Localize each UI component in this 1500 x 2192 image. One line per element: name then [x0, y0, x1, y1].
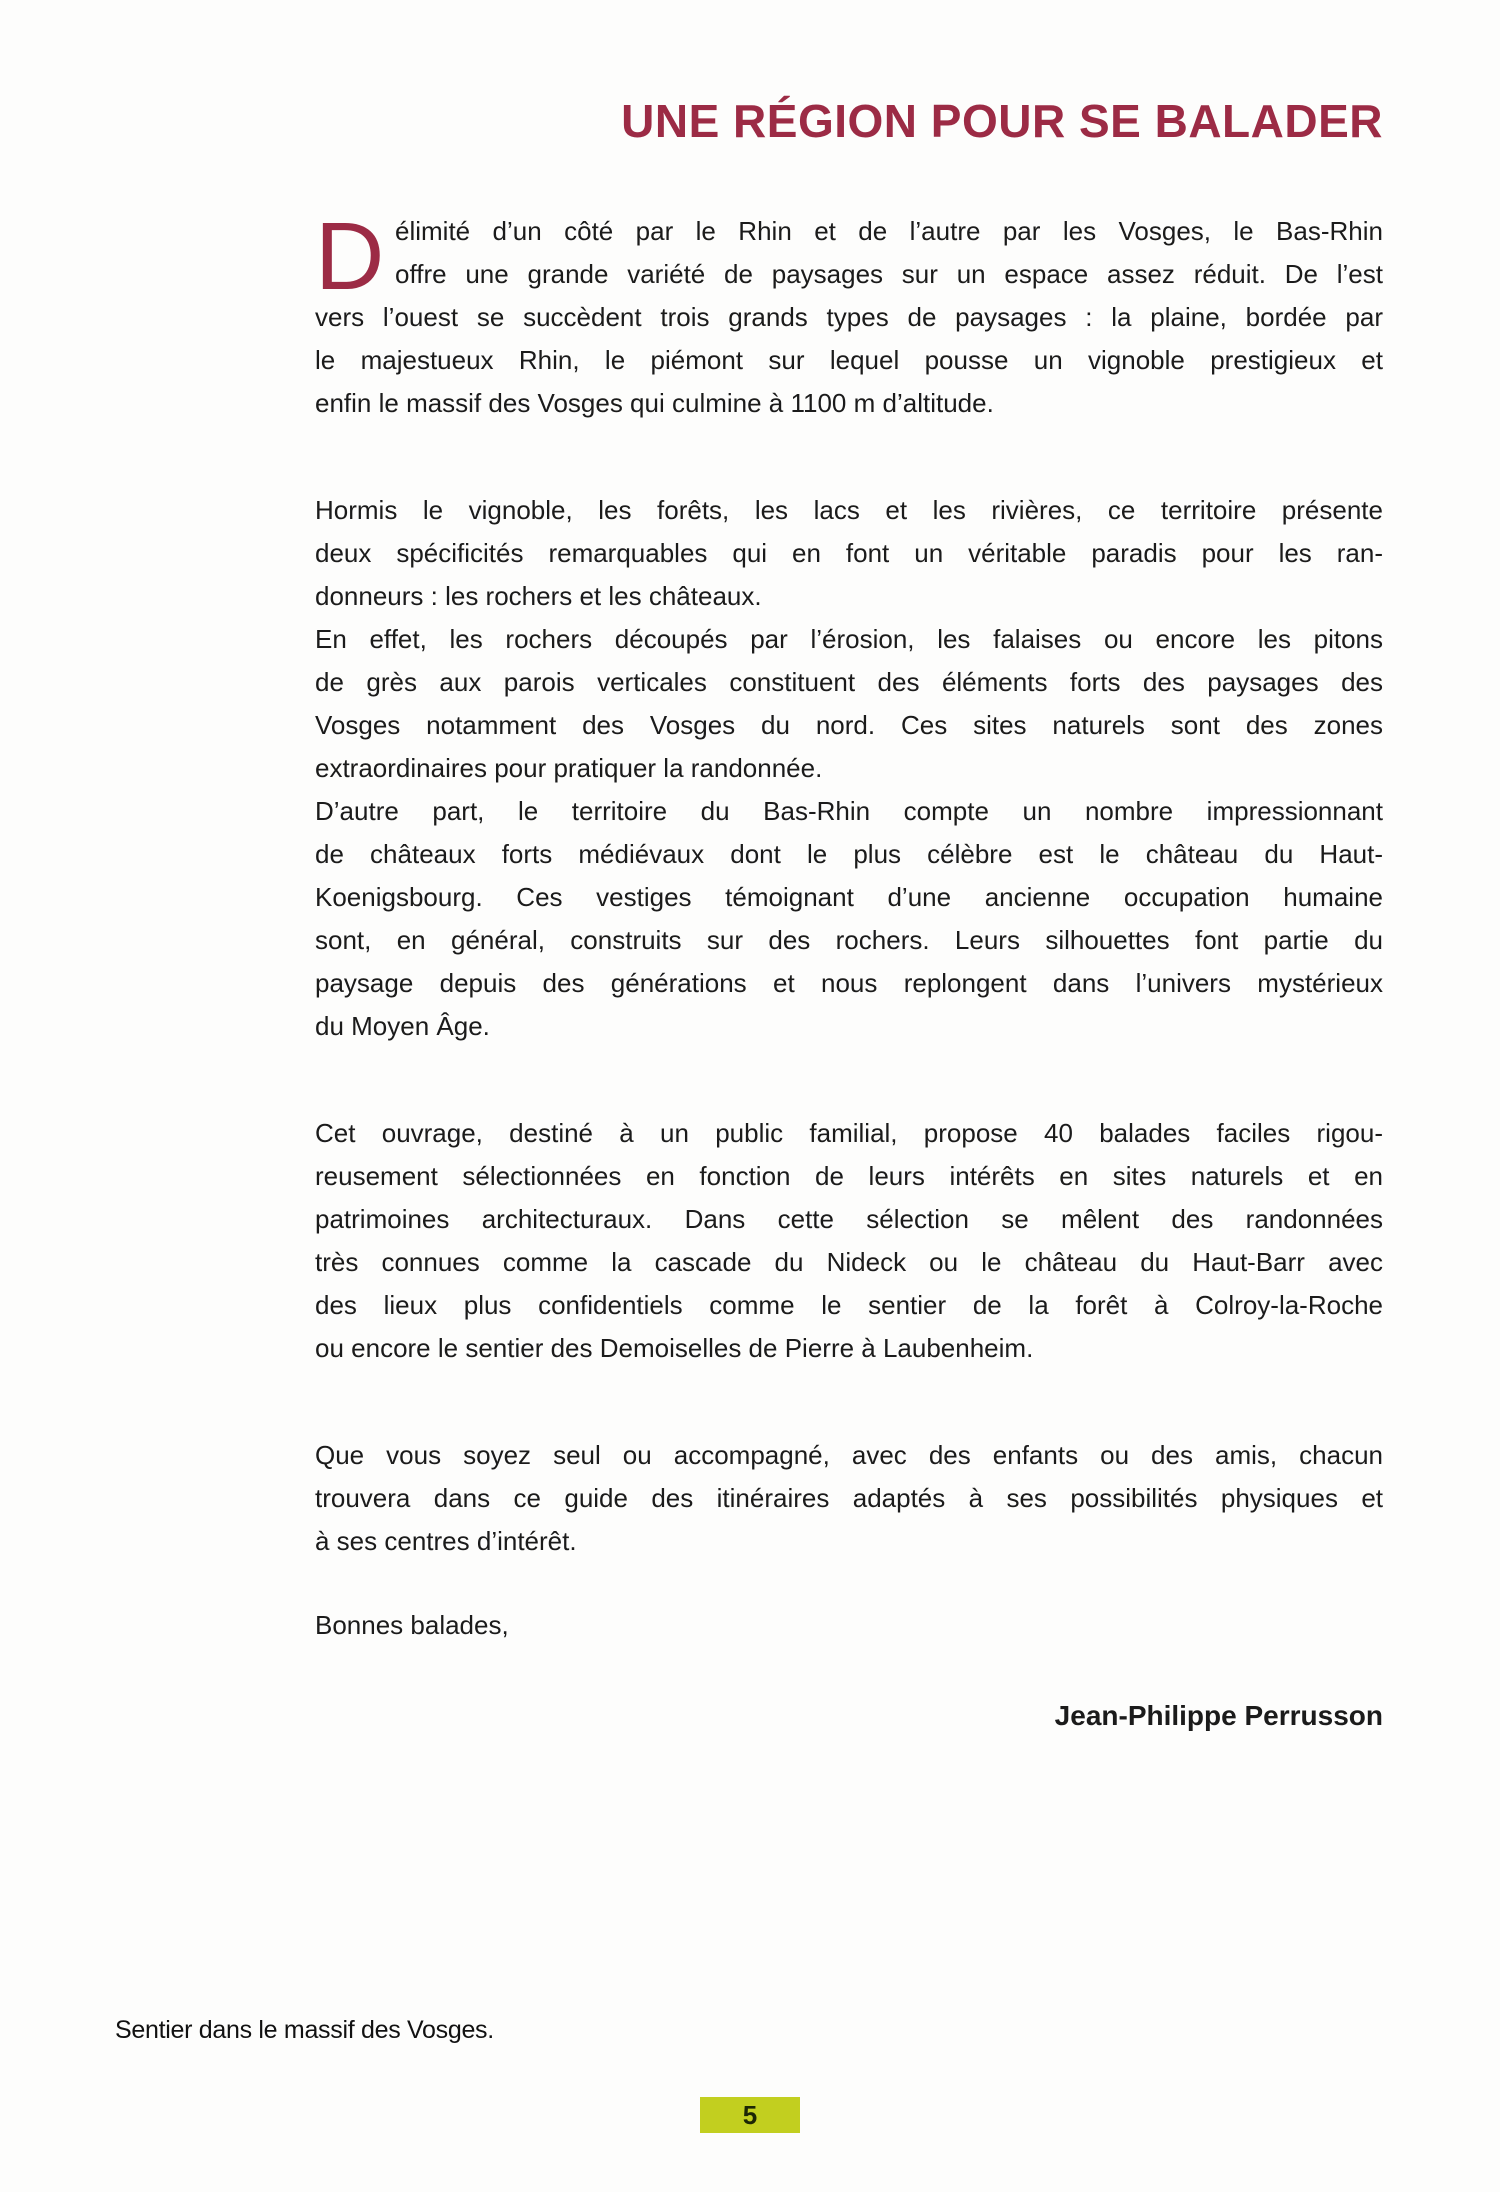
body-line: offre une grande variété de paysages sur un espace assez réduit. De l’est: [395, 259, 1383, 289]
paragraph: [315, 489, 1383, 618]
body-line: paysage depuis des générations et nous replongent dans l’univers mystérieux: [315, 968, 1383, 998]
paragraph: [315, 1434, 1383, 1563]
body-line: très connues comme la cascade du Nideck ou le château du Haut-Barr avec: [315, 1247, 1383, 1277]
signature-name: Jean-Philippe Perrusson: [1054, 1700, 1383, 1731]
body-line: vers l’ouest se succèdent trois grands types de paysages : la plaine, bordée par: [315, 302, 1383, 332]
body-line: de grès aux parois verticales constituent des éléments forts des paysages des: [315, 667, 1383, 697]
page-number-badge: [700, 2097, 800, 2133]
body-line: enfin le massif des Vosges qui culmine à 1100 m d’altitude.: [315, 388, 994, 418]
page-number: 5: [742, 2099, 758, 2130]
paragraph: [315, 618, 1383, 790]
closing-text: Bonnes balades,: [315, 1610, 509, 1640]
body-line: sont, en général, construits sur des rochers. Leurs silhouettes font partie du: [315, 925, 1383, 955]
paragraph: [315, 790, 1383, 1048]
body-line: D’autre part, le territoire du Bas-Rhin compte un nombre impressionnant: [315, 796, 1383, 826]
body-line: Koenigsbourg. Ces vestiges témoignant d’une ancienne occupation humaine: [315, 882, 1383, 912]
body-line: des lieux plus confidentiels comme le sentier de la forêt à Colroy-la-Roche: [315, 1290, 1383, 1320]
dropcap-letter: D: [315, 203, 385, 310]
body-line: trouvera dans ce guide des itinéraires adaptés à ses possibilités physiques et: [315, 1483, 1383, 1513]
body-line: extraordinaires pour pratiquer la randonnée.: [315, 753, 823, 783]
body-line: Cet ouvrage, destiné à un public familial, propose 40 balades faciles rigou-: [315, 1118, 1383, 1148]
page-title: UNE RÉGION POUR SE BALADER: [621, 95, 1383, 147]
paragraph: [315, 203, 1383, 425]
body-line: le majestueux Rhin, le piémont sur lequel pousse un vignoble prestigieux et: [315, 345, 1383, 375]
body-line: patrimoines architecturaux. Dans cette sélection se mêlent des randonnées: [315, 1204, 1383, 1234]
body-line: donneurs : les rochers et les châteaux.: [315, 581, 762, 611]
body-line: En effet, les rochers découpés par l’érosion, les falaises ou encore les pitons: [315, 624, 1383, 654]
paragraph: [315, 1112, 1383, 1370]
body-line: de châteaux forts médiévaux dont le plus célèbre est le château du Haut-: [315, 839, 1383, 869]
body-line: deux spécificités remarquables qui en font un véritable paradis pour les ran-: [315, 538, 1383, 568]
body-line: Hormis le vignoble, les forêts, les lacs et les rivières, ce territoire présente: [315, 495, 1383, 525]
body-line: Que vous soyez seul ou accompagné, avec des enfants ou des amis, chacun: [315, 1440, 1383, 1470]
body-line: élimité d’un côté par le Rhin et de l’autre par les Vosges, le Bas-Rhin: [395, 216, 1383, 246]
body-line: ou encore le sentier des Demoiselles de Pierre à Laubenheim.: [315, 1333, 1034, 1363]
body-line: reusement sélectionnées en fonction de leurs intérêts en sites naturels et en: [315, 1161, 1383, 1191]
body-line: Vosges notamment des Vosges du nord. Ces sites naturels sont des zones: [315, 710, 1383, 740]
photo-caption: Sentier dans le massif des Vosges.: [115, 2016, 494, 2044]
body-column: [315, 203, 1383, 1563]
body-line: à ses centres d’intérêt.: [315, 1526, 577, 1556]
body-line: du Moyen Âge.: [315, 1011, 490, 1041]
